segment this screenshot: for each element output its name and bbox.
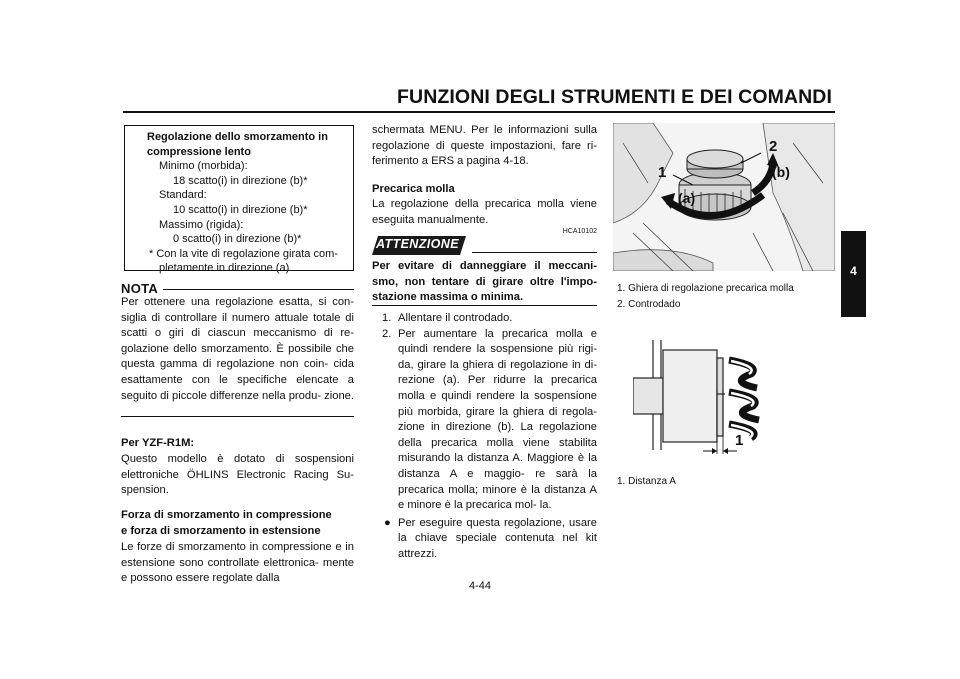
forza-text: Le forze di smorzamento in compressione e in estensione sono controllate elettronica- mente e possono essere regolate dalla	[121, 541, 354, 585]
attention-rule-bottom	[372, 305, 597, 306]
step-item	[372, 311, 597, 327]
precarica-heading: Precarica molla	[372, 183, 455, 195]
forza-heading-1: Forza di smorzamento in compressione	[121, 509, 332, 521]
figure-preload-ring	[613, 123, 835, 271]
nota-label: NOTA	[121, 281, 159, 296]
spec-box	[124, 125, 354, 275]
step-text: Per aumentare la precarica molla e quindi rendere la sospensione più rigi- da, girare la ghiera di regolazione in di- rezione (a). Per ridurre la precarica molla e quindi rendere la sospensione più morbida, girare la ghiera di regola- zione in direzione (b). La regolazione della precarica molla viene stabilita misurando la distanza A. Maggiore è la distanza A e maggio- re sarà la precarica molla; minore è la distanza A e minore è la precarica mol- la.	[398, 327, 597, 512]
bullet-text: Per eseguire questa regolazione, usare la chiave speciale contenuta nel kit attrezzi.	[398, 516, 597, 560]
ers-continuation-text: schermata MENU. Per le informazioni sulla regolazione di queste impostazioni, fare ri- ferimento a ERS a pagina 4-18.	[372, 124, 597, 168]
spec-line: 0 scatto(i) in direzione (b)*	[173, 233, 302, 246]
spec-line: Standard:	[159, 189, 207, 202]
attention-text: Per evitare di danneggiare il meccani- smo, non tentare di girare oltre l'impo- stazione massima o minima.	[372, 260, 597, 304]
figure1-caption-1: 1. Ghiera di regolazione precarica molla	[617, 283, 794, 294]
chapter-tab[interactable]	[841, 231, 866, 317]
figure2-caption-1: 1. Distanza A	[617, 476, 676, 487]
spec-line: Minimo (morbida):	[159, 160, 248, 173]
figure1-label-2: 2	[769, 138, 778, 155]
page-number: 4-44	[468, 580, 492, 592]
nota-rule-bottom	[121, 416, 354, 417]
reference-code: HCA10102	[562, 228, 597, 235]
spec-line: 10 scatto(i) in direzione (b)*	[173, 203, 308, 216]
page-header-title: FUNZIONI DEGLI STRUMENTI E DEI COMANDI	[397, 86, 832, 108]
attention-label: ATTENZIONE	[376, 237, 459, 251]
header-rule	[123, 111, 835, 113]
step-number: 1.	[382, 312, 392, 324]
attention-label-box	[372, 236, 466, 255]
figure1-label-1: 1	[658, 164, 667, 181]
nota-text: Per ottenere una regolazione esatta, si con- siglia di controllare il numero attuale totale di scatti o giri di ciascun meccanismo di re- golazione dello smorzamento. È possibile che questa gamma di regolazione non coin- cida esattamente con le specifiche elencate a seguito di piccole differenze nella produ- zione.	[121, 296, 355, 402]
precarica-text: La regolazione della precarica molla viene eseguita manualmente.	[372, 198, 597, 226]
step-text: Allentare il controdado.	[398, 312, 513, 324]
spec-line: pletamente in direzione (a)	[159, 262, 290, 275]
spec-line: * Con la vite di regolazione girata com-	[149, 247, 338, 260]
spec-line: Massimo (rigida):	[159, 218, 244, 231]
spec-line: 18 scatto(i) in direzione (b)*	[173, 174, 308, 187]
attention-rule-top	[472, 252, 597, 253]
chapter-tab-label: 4	[850, 264, 857, 278]
nota-rule-top	[163, 289, 354, 290]
figure1-label-b: (b)	[772, 164, 790, 180]
bullet-dot-icon: ●	[384, 516, 391, 529]
step-item	[372, 327, 597, 514]
figure1-caption-2: 2. Controdado	[617, 299, 681, 310]
bullet-item	[372, 516, 597, 563]
figure-distance-a	[633, 330, 783, 462]
figure1-label-a: (a)	[678, 190, 696, 206]
spec-box-title: Regolazione dello smorzamento in compressione lento	[147, 131, 328, 158]
yzf-heading: Per YZF-R1M:	[121, 437, 195, 449]
step-number: 2.	[382, 327, 392, 340]
yzf-text: Questo modello è dotato di sospensioni elettroniche ÖHLINS Electronic Racing Su- spension.	[121, 453, 354, 497]
forza-heading-2: e forza di smorzamento in estensione	[121, 525, 321, 537]
figure2-label-1: 1	[735, 432, 744, 449]
steps-list	[372, 311, 597, 563]
